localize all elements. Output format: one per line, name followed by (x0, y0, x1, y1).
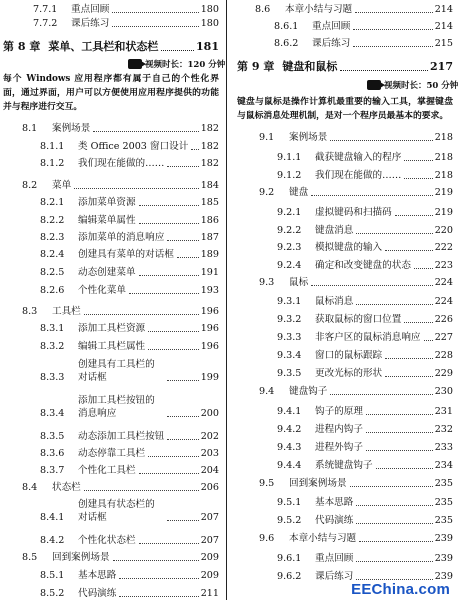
toc-subsection-entry[interactable] (277, 367, 453, 380)
dot-leader (139, 275, 199, 276)
toc-entry-number: 9.2.2 (277, 225, 302, 236)
toc-entry-title: 课后练习 (315, 571, 354, 582)
toc-entry-title: 课后练习 (312, 38, 351, 49)
toc-entry-number: 8.2.2 (40, 215, 65, 226)
toc-entry-title: 添加工具栏资源 (78, 323, 146, 334)
toc-entry-page: 231 (434, 406, 453, 417)
toc-entry-title: 重点回顾 (315, 553, 354, 564)
toc-entry-page: 214 (434, 4, 453, 15)
toc-entry-page: 207 (200, 535, 219, 546)
toc-section-entry[interactable] (259, 532, 453, 545)
toc-entry-number: 8.6 (255, 4, 271, 15)
dot-leader (167, 416, 199, 417)
toc-entry-page: 234 (434, 460, 453, 471)
toc-entry-number: 9.4 (259, 386, 275, 397)
right-column (231, 0, 458, 600)
toc-entry-title: 非客户区的鼠标消息响应 (315, 332, 421, 343)
toc-subsection-entry[interactable] (277, 459, 453, 472)
left-column (0, 0, 226, 600)
dot-leader (385, 358, 433, 359)
toc-entry-page: 203 (200, 448, 219, 459)
dot-leader (350, 486, 433, 487)
video-camera-icon (367, 80, 381, 90)
dot-leader (139, 223, 199, 224)
toc-entry-title: 添加菜单资源 (78, 197, 136, 208)
toc-subsection-entry[interactable] (40, 196, 219, 209)
toc-entry-page: 218 (434, 170, 453, 181)
dot-leader (355, 12, 433, 13)
toc-entry-title: 课后练习 (71, 18, 110, 29)
toc-entry-number: 8.4.1 (40, 512, 65, 523)
toc-entry-page: 239 (434, 533, 453, 544)
toc-entry-page: 196 (200, 306, 219, 317)
dot-leader (119, 596, 198, 597)
toc-section-entry[interactable] (22, 305, 219, 318)
toc-section-entry[interactable] (259, 276, 453, 289)
toc-entry-page: 206 (200, 482, 219, 493)
toc-entry-page: 186 (200, 215, 219, 226)
toc-entry-page: 214 (434, 21, 453, 32)
toc-entry-number: 9.5 (259, 478, 275, 489)
toc-section-entry[interactable] (259, 131, 453, 144)
toc-entry-page: 239 (434, 553, 453, 564)
video-duration-text: 视频时长：120 分钟 (145, 60, 226, 70)
dot-leader (356, 561, 432, 562)
dot-leader (167, 439, 198, 440)
dot-leader (353, 29, 432, 30)
dot-leader (385, 376, 433, 377)
toc-entry-number: 9.4.1 (277, 406, 302, 417)
toc-entry-page: 218 (434, 152, 453, 163)
chapter-title: 菜单、工具栏和状态栏 (48, 40, 159, 53)
toc-entry-number: 9.1 (259, 132, 275, 143)
toc-entry-title: 系统键盘钩子 (315, 460, 373, 471)
toc-subsection-entry[interactable] (40, 340, 219, 353)
toc-entry-number: 9.6 (259, 533, 275, 544)
toc-entry-page: 230 (434, 386, 453, 397)
watermark: EEChina.com (351, 581, 450, 598)
dot-leader (84, 314, 199, 315)
toc-entry-title: 确定和改变键盘的状态 (315, 260, 411, 271)
toc-section-entry[interactable] (22, 551, 219, 564)
toc-entry-title: 回到案例场景 (52, 552, 110, 563)
toc-entry-title: 案例场景 (289, 132, 328, 143)
toc-entry-page: 224 (434, 296, 453, 307)
toc-entry-page: 204 (200, 465, 219, 476)
toc-entry-title: 添加菜单的消息响应 (78, 232, 165, 243)
toc-entry-page: 228 (434, 350, 453, 361)
toc-entry-page: 226 (434, 314, 453, 325)
dot-leader (161, 50, 194, 51)
dot-leader (148, 349, 199, 350)
toc-entry-number: 8.3.6 (40, 448, 65, 459)
toc-subsection-entry[interactable] (277, 224, 453, 237)
toc-entry-page: 232 (434, 424, 453, 435)
dot-leader (311, 195, 433, 196)
chapter-number: 第 9 章 (237, 60, 275, 73)
video-duration-text: 视频时长：50 分钟 (384, 81, 458, 91)
toc-entry-page: 182 (200, 158, 219, 169)
toc-entry-number: 8.5.1 (40, 570, 65, 581)
toc-entry-number: 8.3.1 (40, 323, 65, 334)
toc-entry-number: 9.6.2 (277, 571, 302, 582)
toc-subsection-entry[interactable] (274, 37, 453, 50)
toc-subsection-entry[interactable] (40, 498, 219, 524)
dot-leader (404, 322, 432, 323)
dot-leader (356, 523, 432, 524)
dot-leader (139, 473, 199, 474)
dot-leader (167, 520, 199, 521)
toc-entry-number: 9.4.4 (277, 460, 302, 471)
toc-entry-number: 9.2.1 (277, 207, 302, 218)
toc-entry-number: 9.3.3 (277, 332, 302, 343)
toc-entry-number: 8.3.4 (40, 408, 65, 419)
toc-entry-title: 模拟键盘的输入 (315, 242, 383, 253)
toc-entry-page: 189 (200, 249, 219, 260)
toc-entry-title: 工具栏 (52, 306, 81, 317)
dot-leader (311, 285, 433, 286)
toc-entry-title: 编辑菜单属性 (78, 215, 136, 226)
toc-entry-number: 8.2.3 (40, 232, 65, 243)
toc-entry-title: 进程外钩子 (315, 442, 363, 453)
toc-entry-page: 229 (434, 368, 453, 379)
toc-entry-number: 8.6.1 (274, 21, 299, 32)
toc-entry-title: 进程内钩子 (315, 424, 363, 435)
toc-entry-number: 8.2.5 (40, 267, 65, 278)
toc-entry-number: 9.4.2 (277, 424, 302, 435)
toc-entry-page: 193 (200, 285, 219, 296)
toc-entry-page: 191 (200, 267, 219, 278)
toc-subsection-entry[interactable] (40, 534, 219, 547)
dot-leader (359, 541, 433, 542)
dot-leader (356, 233, 432, 234)
toc-entry-number: 9.3 (259, 277, 275, 288)
toc-subsection-entry[interactable] (40, 447, 219, 460)
toc-subsection-entry[interactable] (277, 349, 453, 362)
toc-entry-number: 8.5 (22, 552, 38, 563)
column-divider (226, 0, 227, 600)
toc-section-entry[interactable] (259, 385, 453, 398)
dot-leader (113, 560, 199, 561)
toc-entry-number: 9.2.3 (277, 242, 302, 253)
toc-entry-page: 180 (200, 18, 219, 29)
toc-subsection-entry[interactable] (40, 322, 219, 335)
dot-leader (376, 468, 433, 469)
toc-subsection-entry[interactable] (40, 464, 219, 477)
toc-entry-page: 211 (200, 588, 219, 599)
toc-entry-page: 218 (434, 132, 453, 143)
toc-subsection-entry[interactable] (33, 17, 219, 30)
toc-subsection-entry[interactable] (40, 248, 219, 261)
chapter-intro: 每个 Windows 应用程序都有属于自己的个性化界面，通过界面，用户可以方便使用应用程序提供的功能并与程序进行交互。 (3, 74, 219, 112)
dot-leader (385, 250, 433, 251)
toc-entry-page: 223 (434, 260, 453, 271)
toc-entry-title: 更改光标的形状 (315, 368, 383, 379)
toc-entry-title: 创建具有菜单的对话框 (78, 249, 174, 260)
toc-entry-page: 200 (200, 408, 219, 419)
toc-subsection-entry[interactable] (40, 358, 219, 384)
toc-subsection-entry[interactable] (40, 284, 219, 297)
dot-leader (414, 268, 433, 269)
toc-entry-page: 219 (434, 207, 453, 218)
dot-leader (395, 215, 433, 216)
toc-entry-number: 9.5.1 (277, 497, 302, 508)
toc-entry-number: 7.7.2 (33, 18, 58, 29)
toc-entry-page: 233 (434, 442, 453, 453)
dot-leader (112, 26, 198, 27)
toc-entry-title: 个性化菜单 (78, 285, 126, 296)
toc-entry-page: 219 (434, 187, 453, 198)
toc-subsection-entry[interactable] (277, 241, 453, 254)
toc-entry-number: 8.3.7 (40, 465, 65, 476)
toc-entry-title: 窗口的鼠标跟踪 (315, 350, 383, 361)
toc-entry-number: 8.3.2 (40, 341, 65, 352)
dot-leader (167, 166, 198, 167)
toc-entry-page: 239 (434, 571, 453, 582)
toc-subsection-entry[interactable] (40, 587, 219, 600)
toc-entry-number: 8.4.2 (40, 535, 65, 546)
toc-entry-title: 虚拟键码和扫描码 (315, 207, 392, 218)
toc-entry-page: 227 (434, 332, 453, 343)
toc-entry-title: 菜单 (52, 180, 72, 191)
toc-entry-number: 9.6.1 (277, 553, 302, 564)
toc-entry-number: 9.3.1 (277, 296, 302, 307)
toc-entry-page: 209 (200, 552, 219, 563)
toc-entry-number: 9.3.5 (277, 368, 302, 379)
toc-entry-page: 235 (434, 515, 453, 526)
toc-subsection-entry[interactable] (40, 140, 219, 153)
dot-leader (139, 543, 199, 544)
toc-entry-title: 状态栏 (52, 482, 81, 493)
toc-entry-page: 207 (200, 512, 219, 523)
toc-entry-page: 199 (200, 372, 219, 383)
toc-entry-number: 8.3 (22, 306, 38, 317)
toc-entry-page: 182 (200, 123, 219, 134)
toc-section-entry[interactable] (22, 179, 219, 192)
toc-subsection-entry[interactable] (40, 569, 219, 582)
toc-subsection-entry[interactable] (277, 151, 453, 164)
toc-subsection-entry[interactable] (277, 552, 453, 565)
dot-leader (366, 432, 433, 433)
toc-entry-page: 182 (200, 141, 219, 152)
video-duration (128, 58, 225, 70)
video-duration (367, 79, 458, 91)
dot-leader (84, 490, 199, 491)
toc-entry-title: 案例场景 (52, 123, 91, 134)
toc-entry-number: 8.1 (22, 123, 38, 134)
toc-entry-number: 8.2.4 (40, 249, 65, 260)
dot-leader (148, 331, 199, 332)
toc-entry-number: 8.1.2 (40, 158, 65, 169)
dot-leader (353, 46, 432, 47)
dot-leader (356, 505, 432, 506)
toc-entry-page: 185 (200, 197, 219, 208)
toc-entry-number: 8.3.3 (40, 372, 65, 383)
toc-section-entry[interactable] (259, 186, 453, 199)
toc-entry-title: 重点回顾 (312, 21, 351, 32)
toc-entry-number: 8.1.1 (40, 141, 65, 152)
toc-subsection-entry[interactable] (40, 394, 219, 420)
toc-subsection-entry[interactable] (40, 430, 219, 443)
toc-entry-title: 鼠标 (289, 277, 309, 288)
toc-entry-title: 重点回顾 (71, 4, 110, 15)
dot-leader (74, 188, 199, 189)
toc-section-entry[interactable] (22, 481, 219, 494)
dot-leader (424, 340, 433, 341)
toc-entry-page: 215 (434, 38, 453, 49)
toc-entry-title: 创建具有工具栏的对话框 (78, 359, 155, 383)
toc-entry-title: 类 Office 2003 窗口设计 (78, 141, 189, 152)
toc-entry-title: 钩子的原理 (315, 406, 363, 417)
toc-subsection-entry[interactable] (277, 405, 453, 418)
toc-entry-title: 键盘 (289, 187, 309, 198)
toc-subsection-entry[interactable] (277, 313, 453, 326)
toc-subsection-entry[interactable] (277, 206, 453, 219)
toc-entry-title: 动态停靠工具栏 (78, 448, 146, 459)
dot-leader (356, 579, 432, 580)
toc-entry-number: 9.2.4 (277, 260, 302, 271)
dot-leader (404, 160, 432, 161)
dot-leader (148, 456, 199, 457)
toc-entry-page: 180 (200, 4, 219, 15)
dot-leader (112, 12, 198, 13)
dot-leader (119, 578, 198, 579)
toc-entry-page: 235 (434, 497, 453, 508)
toc-entry-title: 本章小结与习题 (289, 533, 357, 544)
toc-subsection-entry[interactable] (40, 214, 219, 227)
toc-entry-number: 9.2 (259, 187, 275, 198)
chapter-heading[interactable] (3, 40, 219, 54)
toc-entry-page: 222 (434, 242, 453, 253)
toc-entry-title: 编辑工具栏属性 (78, 341, 146, 352)
toc-entry-title: 动态添加工具栏按钮 (78, 431, 165, 442)
dot-leader (93, 131, 198, 132)
dot-leader (366, 414, 433, 415)
toc-subsection-entry[interactable] (277, 423, 453, 436)
toc-entry-number: 9.1.1 (277, 152, 302, 163)
dot-leader (356, 304, 432, 305)
toc-entry-title: 基本思路 (315, 497, 354, 508)
toc-entry-page: 224 (434, 277, 453, 288)
toc-entry-title: 代码演练 (315, 515, 354, 526)
toc-entry-title: 基本思路 (78, 570, 117, 581)
toc-entry-number: 8.2 (22, 180, 38, 191)
chapter-intro: 键盘与鼠标是操作计算机最重要的输入工具，掌握键盘与鼠标消息处理机制，是对一个程序员最基本的要求。 (237, 97, 453, 121)
toc-entry-title: 添加工具栏按钮的消息响应 (78, 395, 155, 419)
chapter-title: 键盘和鼠标 (282, 60, 338, 73)
toc-entry-title: 我们现在能做的…… (315, 170, 402, 181)
toc-subsection-entry[interactable] (277, 496, 453, 509)
dot-leader (330, 394, 432, 395)
toc-entry-number: 8.3.5 (40, 431, 65, 442)
video-camera-icon (128, 59, 142, 69)
chapter-page: 181 (196, 40, 219, 53)
toc-entry-number: 8.2.6 (40, 285, 65, 296)
toc-entry-title: 键盘消息 (315, 225, 354, 236)
toc-entry-page: 187 (200, 232, 219, 243)
toc-subsection-entry[interactable] (277, 331, 453, 344)
toc-entry-title: 回到案例场景 (289, 478, 347, 489)
dot-leader (129, 293, 199, 294)
dot-leader (167, 380, 199, 381)
toc-subsection-entry[interactable] (40, 266, 219, 279)
dot-leader (167, 240, 198, 241)
toc-subsection-entry[interactable] (277, 441, 453, 454)
toc-entry-number: 9.3.4 (277, 350, 302, 361)
toc-entry-title: 键盘钩子 (289, 386, 328, 397)
toc-entry-page: 196 (200, 341, 219, 352)
toc-entry-page: 209 (200, 570, 219, 581)
toc-subsection-entry[interactable] (33, 3, 219, 16)
toc-subsection-entry[interactable] (277, 169, 453, 182)
toc-subsection-entry[interactable] (277, 259, 453, 272)
toc-entry-number: 9.5.2 (277, 515, 302, 526)
toc-entry-page: 184 (200, 180, 219, 191)
toc-entry-number: 8.2.1 (40, 197, 65, 208)
toc-entry-number: 8.5.2 (40, 588, 65, 599)
toc-subsection-entry[interactable] (277, 295, 453, 308)
dot-leader (366, 450, 433, 451)
toc-section-entry[interactable] (255, 3, 453, 16)
toc-entry-title: 创建具有状态栏的对话框 (78, 499, 155, 523)
toc-entry-page: 202 (200, 431, 219, 442)
dot-leader (404, 178, 432, 179)
toc-section-entry[interactable] (22, 122, 219, 135)
toc-entry-title: 个性化工具栏 (78, 465, 136, 476)
toc-entry-title: 鼠标消息 (315, 296, 354, 307)
toc-entry-title: 我们现在能做的…… (78, 158, 165, 169)
toc-entry-page: 235 (434, 478, 453, 489)
toc-entry-title: 截获键盘输入的程序 (315, 152, 402, 163)
toc-entry-number: 8.4 (22, 482, 38, 493)
chapter-number: 第 8 章 (3, 40, 41, 53)
toc-subsection-entry[interactable] (277, 514, 453, 527)
toc-entry-number: 8.6.2 (274, 38, 299, 49)
dot-leader (330, 140, 432, 141)
chapter-heading[interactable] (237, 60, 453, 74)
toc-subsection-entry[interactable] (40, 231, 219, 244)
dot-leader (191, 149, 198, 150)
toc-entry-title: 获取鼠标的窗口位置 (315, 314, 402, 325)
toc-entry-title: 代码演练 (78, 588, 117, 599)
toc-entry-title: 本章小结与习题 (285, 4, 353, 15)
toc-entry-number: 9.3.2 (277, 314, 302, 325)
dot-leader (139, 205, 199, 206)
toc-entry-title: 动态创建菜单 (78, 267, 136, 278)
dot-leader (177, 257, 199, 258)
toc-subsection-entry[interactable] (274, 20, 453, 33)
toc-entry-title: 个性化状态栏 (78, 535, 136, 546)
toc-section-entry[interactable] (259, 477, 453, 490)
toc-entry-page: 196 (200, 323, 219, 334)
chapter-page: 217 (430, 60, 453, 73)
toc-entry-number: 9.1.2 (277, 170, 302, 181)
toc-entry-number: 9.4.3 (277, 442, 302, 453)
toc-entry-number: 7.7.1 (33, 4, 58, 15)
toc-entry-page: 220 (434, 225, 453, 236)
toc-subsection-entry[interactable] (40, 157, 219, 170)
dot-leader (340, 70, 428, 71)
